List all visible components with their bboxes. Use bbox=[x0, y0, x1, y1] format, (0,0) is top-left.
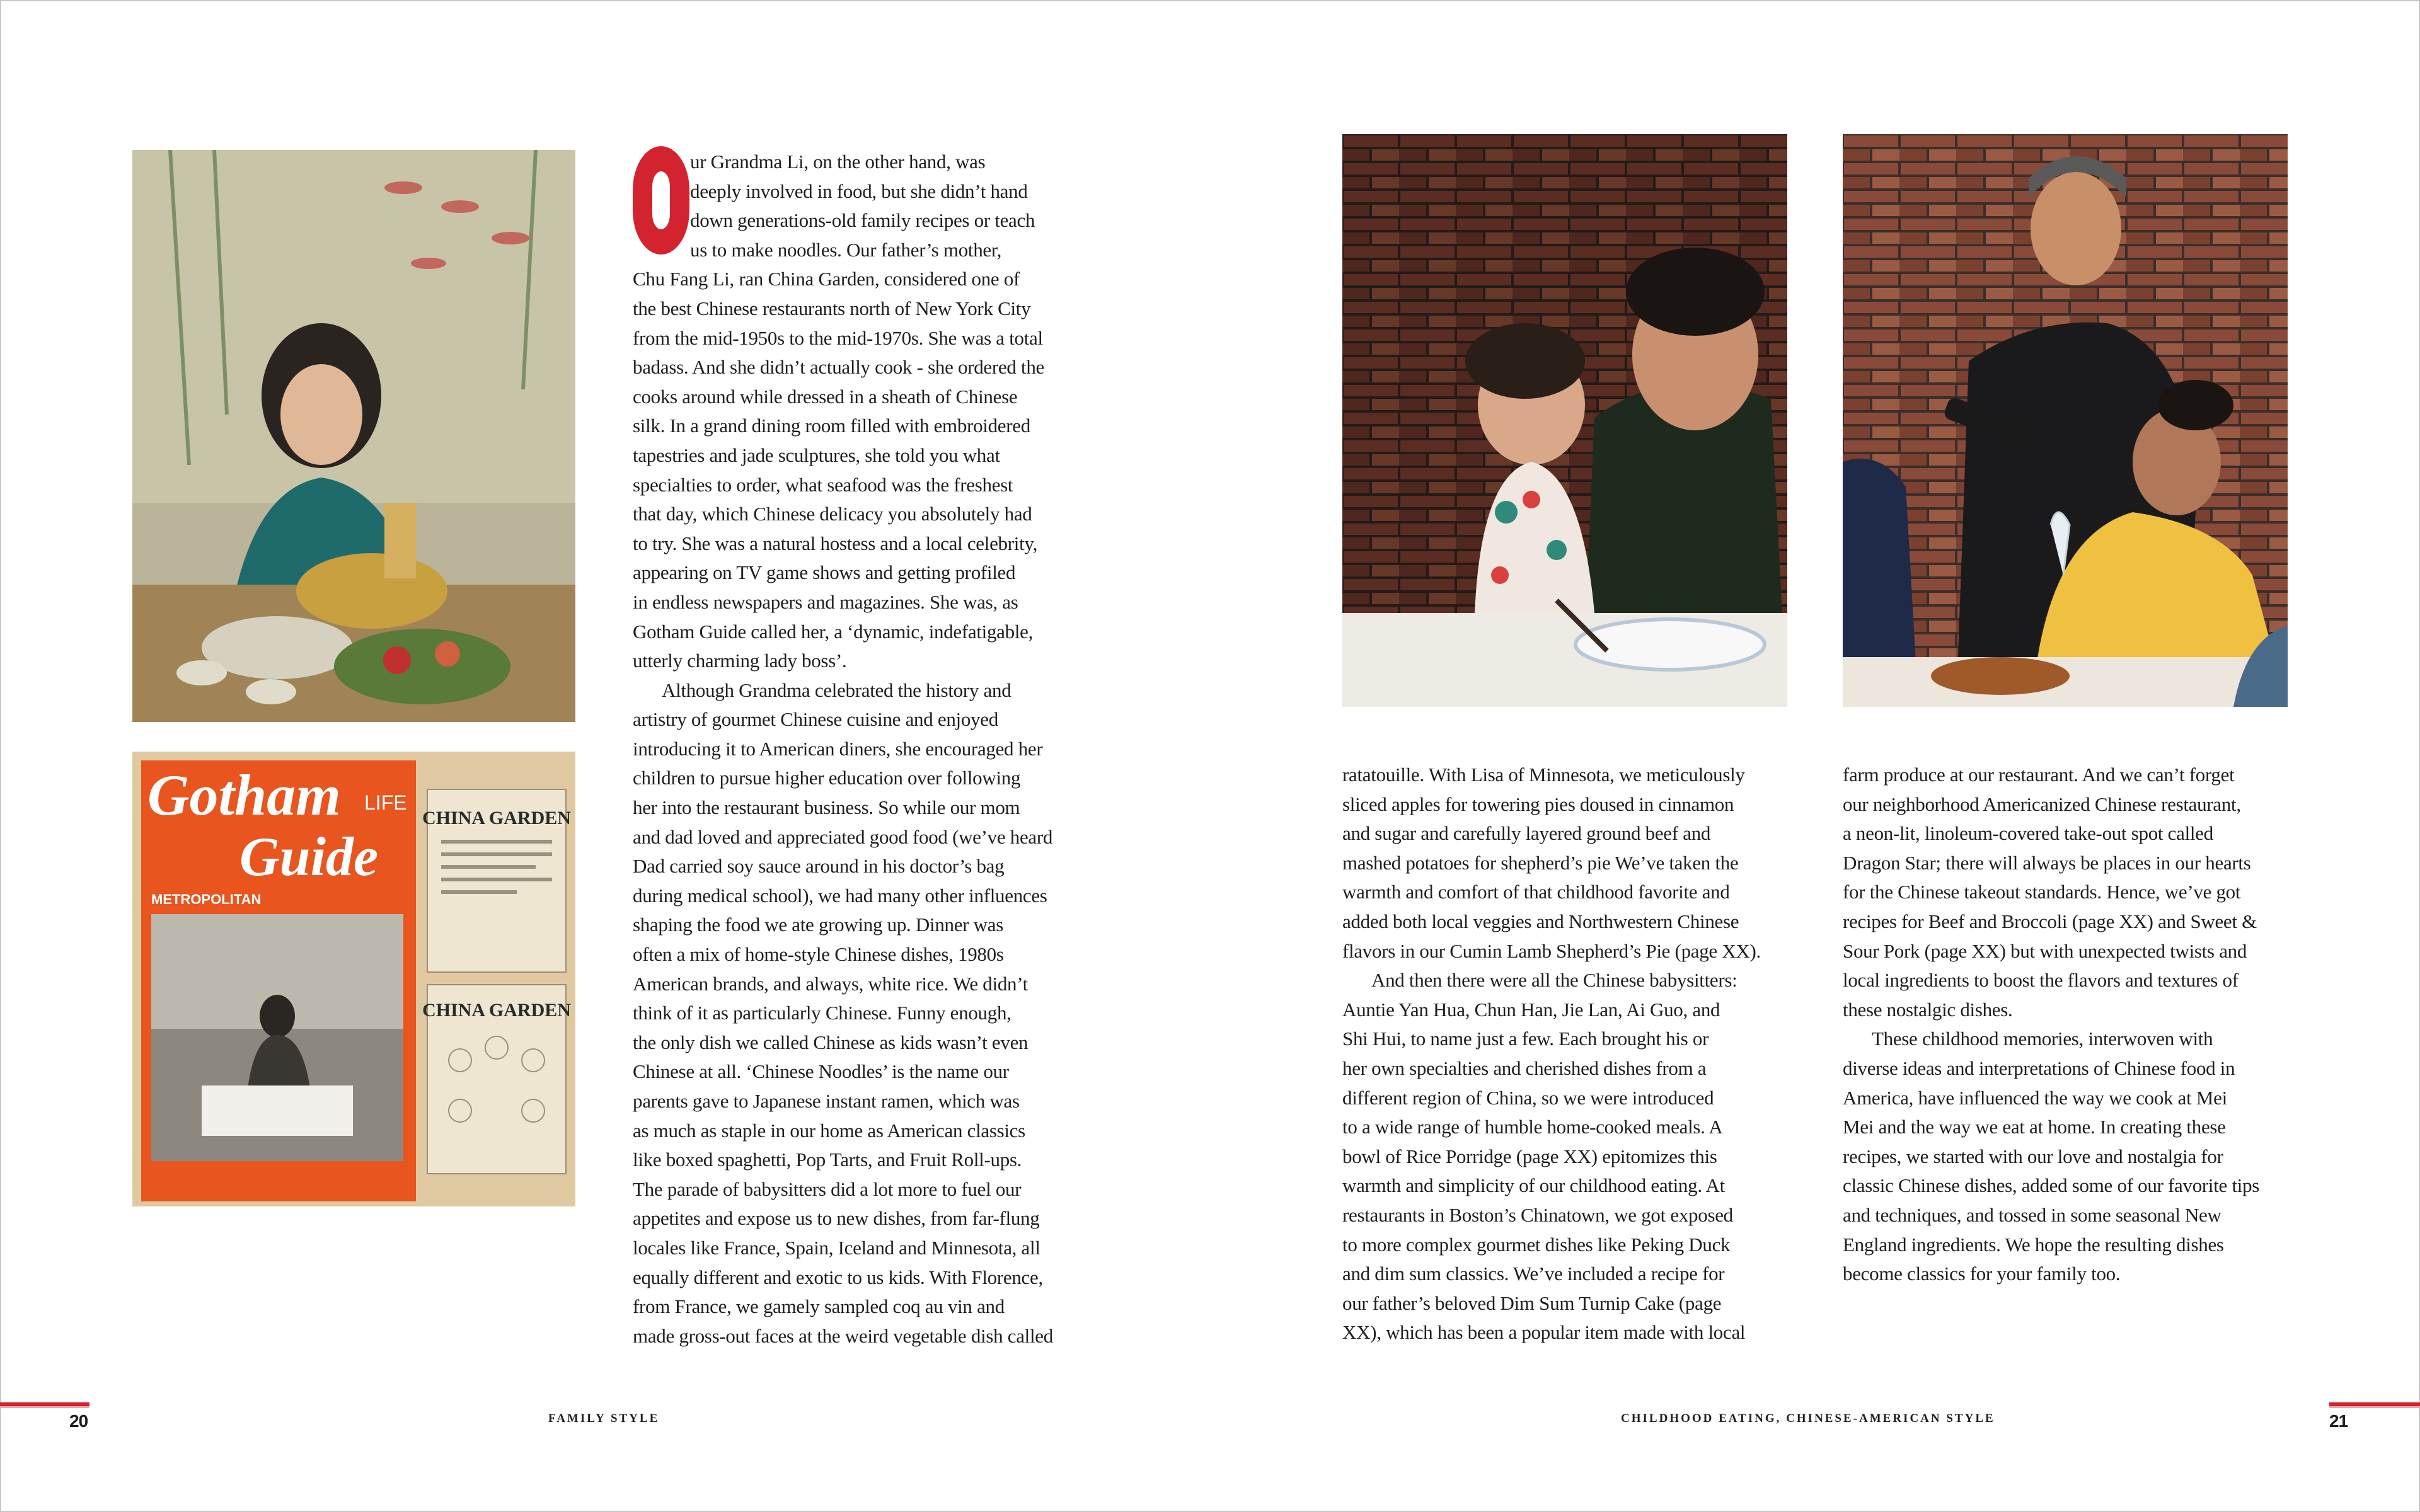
text-line: specialties to order, what seafood was the freshest bbox=[633, 473, 1013, 496]
text-line: parents gave to Japanese instant ramen, which was bbox=[633, 1090, 1020, 1112]
text-line: cooks around while dressed in a sheath of Chinese bbox=[633, 385, 1018, 408]
text-line: think of it as particularly Chinese. Funny enough, bbox=[633, 1002, 1011, 1024]
text-line: in endless newspapers and magazines. She was, as bbox=[633, 590, 1018, 613]
text-line: and techniques, and tossed in some seasonal New bbox=[1843, 1203, 2221, 1226]
text-line: recipes for Beef and Broccoli (page XX) and Sweet & bbox=[1843, 910, 2257, 932]
page-number-right: 21 bbox=[2329, 1411, 2348, 1431]
text-line: become classics for your family too. bbox=[1843, 1263, 2121, 1285]
text-line: farm produce at our restaurant. And we can’t forget bbox=[1843, 764, 2235, 786]
vintage-photo-grandma-hotpot bbox=[132, 150, 575, 722]
text-line: different region of China, so we were introduced bbox=[1342, 1086, 1714, 1109]
text-line: The parade of babysitters did a lot more to fuel our bbox=[633, 1177, 1022, 1200]
text-line: during medical school), we had many other influences bbox=[633, 884, 1047, 907]
text-line: warmth and comfort of that childhood favorite and bbox=[1342, 881, 1730, 903]
menu-card-1-title: CHINA GARDEN bbox=[422, 808, 571, 828]
text-line: Dragon Star; there will always be places in our hearts bbox=[1843, 851, 2251, 874]
text-line: and sugar and carefully layered ground beef and bbox=[1342, 822, 1711, 845]
text-line: these nostalgic dishes. bbox=[1843, 998, 2013, 1021]
text-line: Chinese at all. ‘Chinese Noodles’ is the name our bbox=[633, 1060, 1009, 1083]
body-text-column-left bbox=[633, 147, 1086, 1351]
text-line: to a wide range of humble home-cooked meals. A bbox=[1342, 1116, 1723, 1138]
text-line: made gross-out faces at the weird vegetable dish called bbox=[633, 1324, 1053, 1347]
text-line: America, have influenced the way we cook at Mei bbox=[1843, 1086, 2227, 1109]
text-line: and dim sum classics. We’ve included a recipe for bbox=[1342, 1263, 1725, 1285]
text-line: ratatouille. With Lisa of Minnesota, we meticulously bbox=[1342, 764, 1745, 786]
text-line: our neighborhood Americanized Chinese restaurant, bbox=[1843, 793, 2241, 815]
text-line: local ingredients to boost the flavors and textures of bbox=[1843, 969, 2238, 992]
text-line: down generations-old family recipes or teach bbox=[690, 209, 1035, 232]
text-line: badass. And she didn’t actually cook - she ordered the bbox=[633, 356, 1044, 379]
text-line: diverse ideas and interpretations of Chinese food in bbox=[1843, 1057, 2235, 1079]
text-line: And then there were all the Chinese babysitters: bbox=[1371, 969, 1737, 992]
text-line: Sour Pork (page XX) but with unexpected twists and bbox=[1843, 939, 2247, 962]
text-line: Although Grandma celebrated the history and bbox=[662, 679, 1011, 701]
text-line: ur Grandma Li, on the other hand, was bbox=[690, 151, 986, 173]
text-line: children to pursue higher education over following bbox=[633, 767, 1021, 789]
text-line: like boxed spaghetti, Pop Tarts, and Fruit Roll-ups. bbox=[633, 1148, 1022, 1171]
magazine-title-gotham: Gotham bbox=[147, 763, 341, 827]
running-head-left: FAMILY STYLE bbox=[548, 1412, 660, 1425]
text-line: warmth and simplicity of our childhood eating. At bbox=[1342, 1174, 1725, 1197]
text-line: that day, which Chinese delicacy you absolutely had bbox=[633, 503, 1032, 525]
text-line: deeply involved in food, but she didn’t hand bbox=[690, 180, 1028, 202]
text-line: bowl of Rice Porridge (page XX) epitomizes this bbox=[1342, 1145, 1717, 1167]
text-line: Auntie Yan Hua, Chun Han, Jie Lan, Ai Guo, and bbox=[1342, 998, 1720, 1021]
footer-accent-rule-left bbox=[0, 1402, 89, 1406]
text-line: restaurants in Boston’s Chinatown, we got exposed bbox=[1342, 1203, 1733, 1226]
text-line: shaping the food we ate growing up. Dinner was bbox=[633, 914, 1003, 936]
page-number-left: 20 bbox=[69, 1411, 88, 1431]
text-line: classic Chinese dishes, added some of our favorite tips bbox=[1843, 1174, 2260, 1197]
running-head-right: CHILDHOOD EATING, CHINESE-AMERICAN STYLE bbox=[1621, 1412, 1995, 1425]
text-line: flavors in our Cumin Lamb Shepherd’s Pie (page XX). bbox=[1342, 939, 1761, 962]
text-line: Chu Fang Li, ran China Garden, considered one of bbox=[633, 268, 1020, 290]
magazine-title-guide: Guide bbox=[239, 827, 378, 888]
text-line: us to make noodles. Our father’s mother, bbox=[690, 238, 1002, 261]
text-line: American brands, and always, white rice. We didn’t bbox=[633, 972, 1028, 995]
text-line: silk. In a grand dining room filled with embroidered bbox=[633, 415, 1030, 437]
text-line: as much as staple in our home as American classics bbox=[633, 1119, 1025, 1142]
text-line: Shi Hui, to name just a few. Each brought his or bbox=[1342, 1028, 1709, 1050]
magazine-metropolitan: METROPOLITAN bbox=[151, 891, 262, 907]
text-line: to try. She was a natural hostess and a local celebrity, bbox=[633, 532, 1038, 554]
text-line: for the Chinese takeout standards. Hence, we’ve got bbox=[1843, 881, 2241, 903]
text-line: Mei and the way we eat at home. In creating these bbox=[1843, 1116, 2226, 1138]
text-line: her own specialties and cherished dishes from a bbox=[1342, 1057, 1707, 1079]
text-line: locales like France, Spain, Iceland and Minnesota, all bbox=[633, 1236, 1040, 1259]
photo-family-dinner-wine bbox=[1843, 134, 2288, 707]
text-line: from the mid-1950s to the mid-1970s. She was a total bbox=[633, 326, 1043, 349]
body-text-column-right-1 bbox=[1342, 760, 1796, 1348]
menu-card-2-title: CHINA GARDEN bbox=[422, 1000, 571, 1021]
text-line: our father’s beloved Dim Sum Turnip Cake (page bbox=[1342, 1292, 1722, 1314]
text-line: recipes, we started with our love and nostalgia for bbox=[1843, 1145, 2223, 1167]
footer-accent-rule-right bbox=[2329, 1402, 2420, 1406]
text-line: from France, we gamely sampled coq au vin and bbox=[633, 1295, 1005, 1318]
text-line: her into the restaurant business. So while our mom bbox=[633, 796, 1020, 819]
text-line: appetites and expose us to new dishes, from far-flung bbox=[633, 1207, 1040, 1230]
text-line: artistry of gourmet Chinese cuisine and enjoyed bbox=[633, 708, 998, 731]
text-line: appearing on TV game shows and getting profiled bbox=[633, 561, 1016, 584]
text-line: a neon-lit, linoleum-covered take-out spot called bbox=[1843, 822, 2213, 845]
photo-mother-and-child bbox=[1342, 134, 1787, 707]
text-line: introducing it to American diners, she encouraged her bbox=[633, 737, 1043, 760]
text-line: These childhood memories, interwoven with bbox=[1872, 1028, 2213, 1050]
text-line: mashed potatoes for shepherd’s pie We’ve taken the bbox=[1342, 851, 1739, 874]
text-line: Dad carried soy sauce around in his doctor’s bag bbox=[633, 855, 1005, 878]
text-line: tapestries and jade sculptures, she told you what bbox=[633, 444, 1000, 466]
body-text-column-right-2 bbox=[1843, 760, 2296, 1289]
text-line: the only dish we called Chinese as kids wasn’t even bbox=[633, 1031, 1028, 1053]
text-line: often a mix of home-style Chinese dishes, 1980s bbox=[633, 943, 1004, 966]
magazine-life: LIFE bbox=[364, 791, 407, 814]
text-line: to more complex gourmet dishes like Peking Duck bbox=[1342, 1233, 1731, 1256]
text-line: utterly charming lady boss’. bbox=[633, 650, 847, 672]
gotham-guide-magazine-clipping bbox=[132, 752, 575, 1206]
text-line: the best Chinese restaurants north of New York City bbox=[633, 297, 1031, 319]
text-line: equally different and exotic to us kids. With Florence, bbox=[633, 1266, 1043, 1288]
text-line: sliced apples for towering pies doused in cinnamon bbox=[1342, 793, 1734, 815]
text-line: England ingredients. We hope the resulting dishes bbox=[1843, 1233, 2224, 1256]
text-line: and dad loved and appreciated good food (we’ve heard bbox=[633, 825, 1053, 848]
text-line: Gotham Guide called her, a ‘dynamic, indefatigable, bbox=[633, 620, 1034, 643]
text-line: XX), which has been a popular item made with local bbox=[1342, 1321, 1746, 1344]
text-line: added both local veggies and Northwestern Chinese bbox=[1342, 910, 1739, 932]
